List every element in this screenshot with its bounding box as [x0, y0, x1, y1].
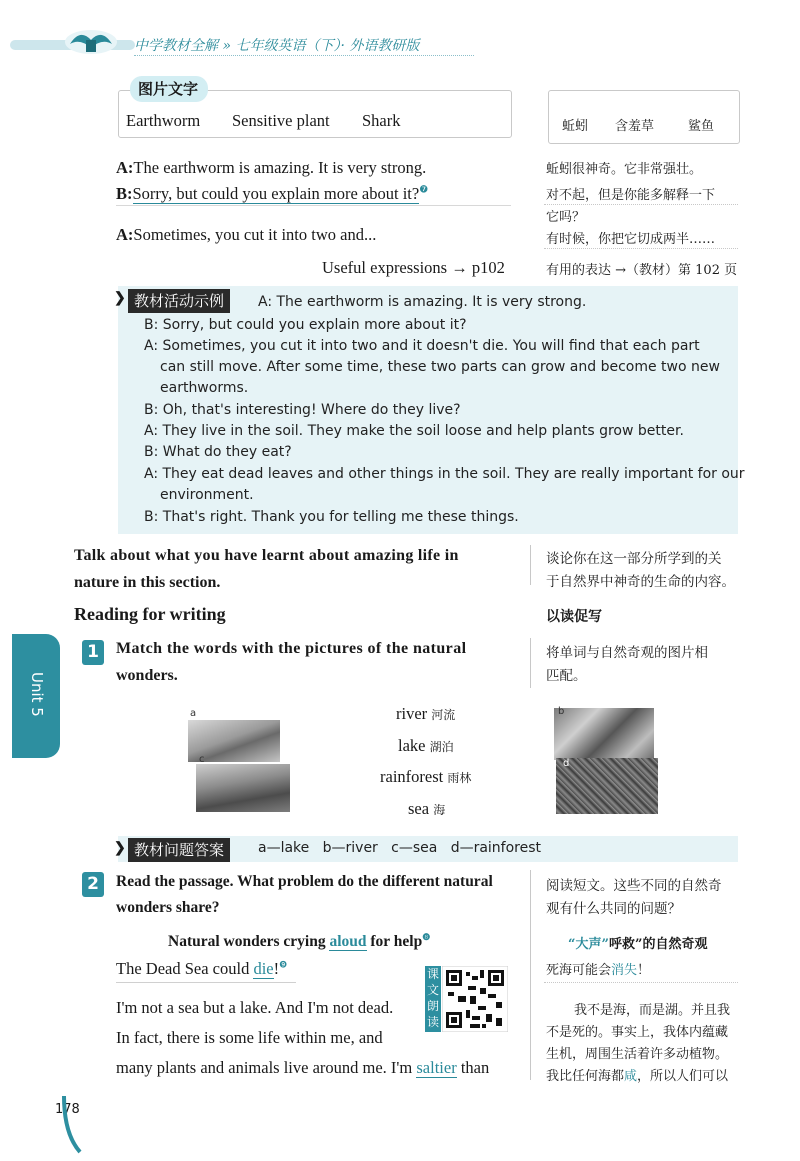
passage-cn-4 [546, 1065, 728, 1084]
dialogue-a1-text: The earthworm is amazing. It is very strong. [133, 158, 427, 177]
passage-subtitle-cn [546, 959, 650, 978]
cn-text: ！ [637, 963, 651, 978]
word-cn: 河流 [431, 708, 456, 722]
activity-line: B: What do they eat? [144, 444, 292, 460]
cn-divider [544, 204, 738, 205]
dialogue-a1 [116, 158, 426, 178]
word-cn: 海 [433, 803, 446, 817]
word-sensitive-plant: Sensitive plant [232, 111, 330, 130]
cn-text: 死海可能会 [546, 963, 612, 978]
photo-label-c: c [199, 754, 205, 765]
activity-line: A: They live in the soil. They make the soil loose and help plants grow better. [144, 423, 684, 439]
keyword-aloud: aloud [329, 933, 367, 951]
dialogue-cn-b1-2: 它吗？ [546, 210, 586, 225]
activity-line: environment. [160, 487, 254, 503]
useful-expressions-link[interactable]: Useful expressions → p102 [322, 258, 505, 277]
page-header [0, 0, 800, 62]
column-divider [530, 870, 531, 1080]
word-en: river [396, 704, 428, 723]
dialogue-divider [116, 205, 511, 206]
speaker-b: B: [116, 184, 133, 203]
word-en: sea [408, 799, 430, 818]
cn-text: ，所以人们可以 [637, 1069, 729, 1084]
answer-title: 教材问题答案 [128, 838, 230, 862]
word-cn-shark: 鲨鱼 [688, 119, 715, 134]
keyword-die: die [253, 959, 274, 978]
activity-line: A: They eat dead leaves and other things in the soil. They are really important for our [144, 466, 745, 482]
activity-line: B: Sorry, but could you explain more about it? [144, 317, 467, 333]
dialogue-cn-useful: 有用的表达 →（教材）第 102 页 [546, 263, 738, 278]
passage-cn-2: 不是死的。事实上，我体内蕴藏 [546, 1025, 729, 1040]
passage-text: many plants and animals live around me. I'm [116, 1058, 417, 1077]
word-cn: 雨林 [447, 771, 472, 785]
match-word-sea [408, 799, 445, 819]
page-number: 178 [55, 1102, 80, 1117]
task1-line-1: Match the words with the pictures of the natural [116, 640, 467, 657]
answer-text: a—lake b—river c—sea d—rainforest [258, 840, 542, 856]
activity-example-title: 教材活动示例 [128, 289, 230, 313]
dialogue-a2 [116, 225, 376, 245]
word-cn: 湖泊 [429, 740, 454, 754]
activity-line: earthworms. [160, 380, 249, 396]
task1-cn-1: 将单词与自然奇观的图片相 [546, 645, 708, 661]
dialogue-b1 [116, 184, 428, 204]
task1-line-2: wonders. [116, 667, 178, 684]
passage-title-cn [568, 933, 707, 952]
task-number-badge: 1 [82, 640, 104, 665]
note-marker: ❽ [422, 932, 431, 942]
task2-cn-1: 阅读短文。这些不同的自然奇 [546, 878, 722, 894]
talk-cn-1: 谈论你在这一部分所学到的关 [546, 551, 722, 567]
column-divider [530, 638, 531, 688]
passage-subtitle-text: The Dead Sea could [116, 959, 254, 978]
photo-label-a: a [190, 708, 197, 719]
keyword-saltier: saltier [416, 1058, 457, 1077]
photo-label-b: b [558, 706, 565, 717]
photo-label-d: d [563, 758, 570, 769]
cn-text: 我比任何海都 [546, 1069, 625, 1084]
book-logo-icon [62, 26, 120, 56]
passage-subtitle-text: ! [273, 959, 280, 978]
task2-line-2: wonders share? [116, 899, 220, 916]
task1-cn-2: 匹配。 [546, 668, 587, 684]
passage-title-text: for help [366, 933, 423, 951]
section-title: Reading for writing [74, 604, 226, 624]
photo-sea [196, 764, 290, 812]
passage-line-1: I'm not a sea but a lake. And I'm not dead. [116, 998, 394, 1017]
passage-cn-1: 我不是海，而是湖。并且我 [574, 1003, 731, 1018]
task2-line-1: Read the passage. What problem do the different natural [116, 873, 493, 890]
header-arrow: » [222, 38, 232, 54]
column-divider [530, 545, 531, 585]
talk-line-2: nature in this section. [74, 574, 221, 591]
talk-cn-2: 于自然界中神奇的生命的内容。 [546, 574, 735, 590]
photo-rainforest [556, 758, 658, 814]
passage-line-2: In fact, there is some life within me, and [116, 1028, 383, 1047]
dialogue-b1-text: Sorry, but could you explain more about it? [132, 184, 420, 203]
word-cn-sensitive-plant: 含羞草 [615, 119, 655, 134]
speaker-a: A: [116, 225, 134, 244]
word-en: lake [398, 736, 426, 755]
activity-line: can still move. After some time, these two parts can grow and become two new [160, 359, 720, 375]
series-name: 中学教材全解 [134, 38, 218, 54]
activity-line: B: Oh, that's interesting! Where do they live? [144, 402, 461, 418]
activity-line: A: Sometimes, you cut it into two and it doesn't die. You will find that each part [144, 338, 700, 354]
dialogue-cn-a1: 蚯蚓很神奇。它非常强壮。 [546, 162, 703, 177]
talk-line-1: Talk about what you have learnt about amazing life in [74, 547, 459, 564]
activity-line: B: That's right. Thank you for telling me these things. [144, 509, 519, 525]
cn-keyword: 消失 [611, 963, 638, 978]
cn-divider [544, 982, 738, 983]
activity-line: A: The earthworm is amazing. It is very strong. [258, 294, 587, 310]
note-marker: ❼ [419, 184, 429, 196]
task2-cn-2: 观有什么共同的问题？ [546, 901, 681, 917]
page-corner-decoration [62, 1094, 82, 1154]
passage-subtitle [116, 959, 287, 979]
passage-title-text: Natural wonders crying [168, 933, 330, 951]
dialogue-a2-text: Sometimes, you cut it into two and... [133, 225, 377, 244]
picture-words-label: 图片文字 [130, 76, 208, 102]
subtitle-divider [116, 982, 296, 983]
audio-tag: 课文朗读 [425, 966, 441, 1032]
chevron-right-icon: ❯ [114, 841, 126, 856]
chevron-right-icon: ❯ [114, 291, 126, 306]
match-word-river [396, 704, 455, 724]
qr-code-icon[interactable] [442, 966, 508, 1032]
passage-title-cn-kw: “大声” [568, 937, 609, 952]
speaker-a: A: [116, 158, 134, 177]
dialogue-cn-b1-1: 对不起，但是你能多解释一下 [546, 188, 716, 203]
passage-line-3 [116, 1058, 489, 1078]
passage-cn-3: 生机，周围生活着许多动植物。 [546, 1047, 729, 1062]
word-earthworm: Earthworm [126, 111, 201, 130]
word-cn-earthworm: 蚯蚓 [562, 119, 589, 134]
match-word-rainforest [380, 767, 471, 787]
cn-divider [544, 248, 738, 249]
cn-keyword: 咸 [624, 1069, 638, 1084]
passage-text: than [456, 1058, 490, 1077]
section-title-cn: 以读促写 [546, 609, 602, 625]
note-marker: ❾ [279, 959, 288, 970]
word-shark: Shark [362, 111, 401, 130]
task-number-badge: 2 [82, 872, 104, 897]
photo-river [554, 708, 654, 760]
header-divider [134, 55, 474, 56]
dialogue-cn-a2: 有时候，你把它切成两半…… [546, 232, 716, 247]
word-en: rainforest [380, 767, 444, 786]
passage-title-cn-text: 呼救”的自然奇观 [608, 937, 708, 952]
header-title [134, 35, 419, 55]
unit-tab-label: Unit 5 [28, 672, 46, 717]
passage-title [168, 932, 430, 951]
match-word-lake [398, 736, 454, 756]
book-name: 七年级英语（下）· 外语教研版 [235, 38, 420, 54]
